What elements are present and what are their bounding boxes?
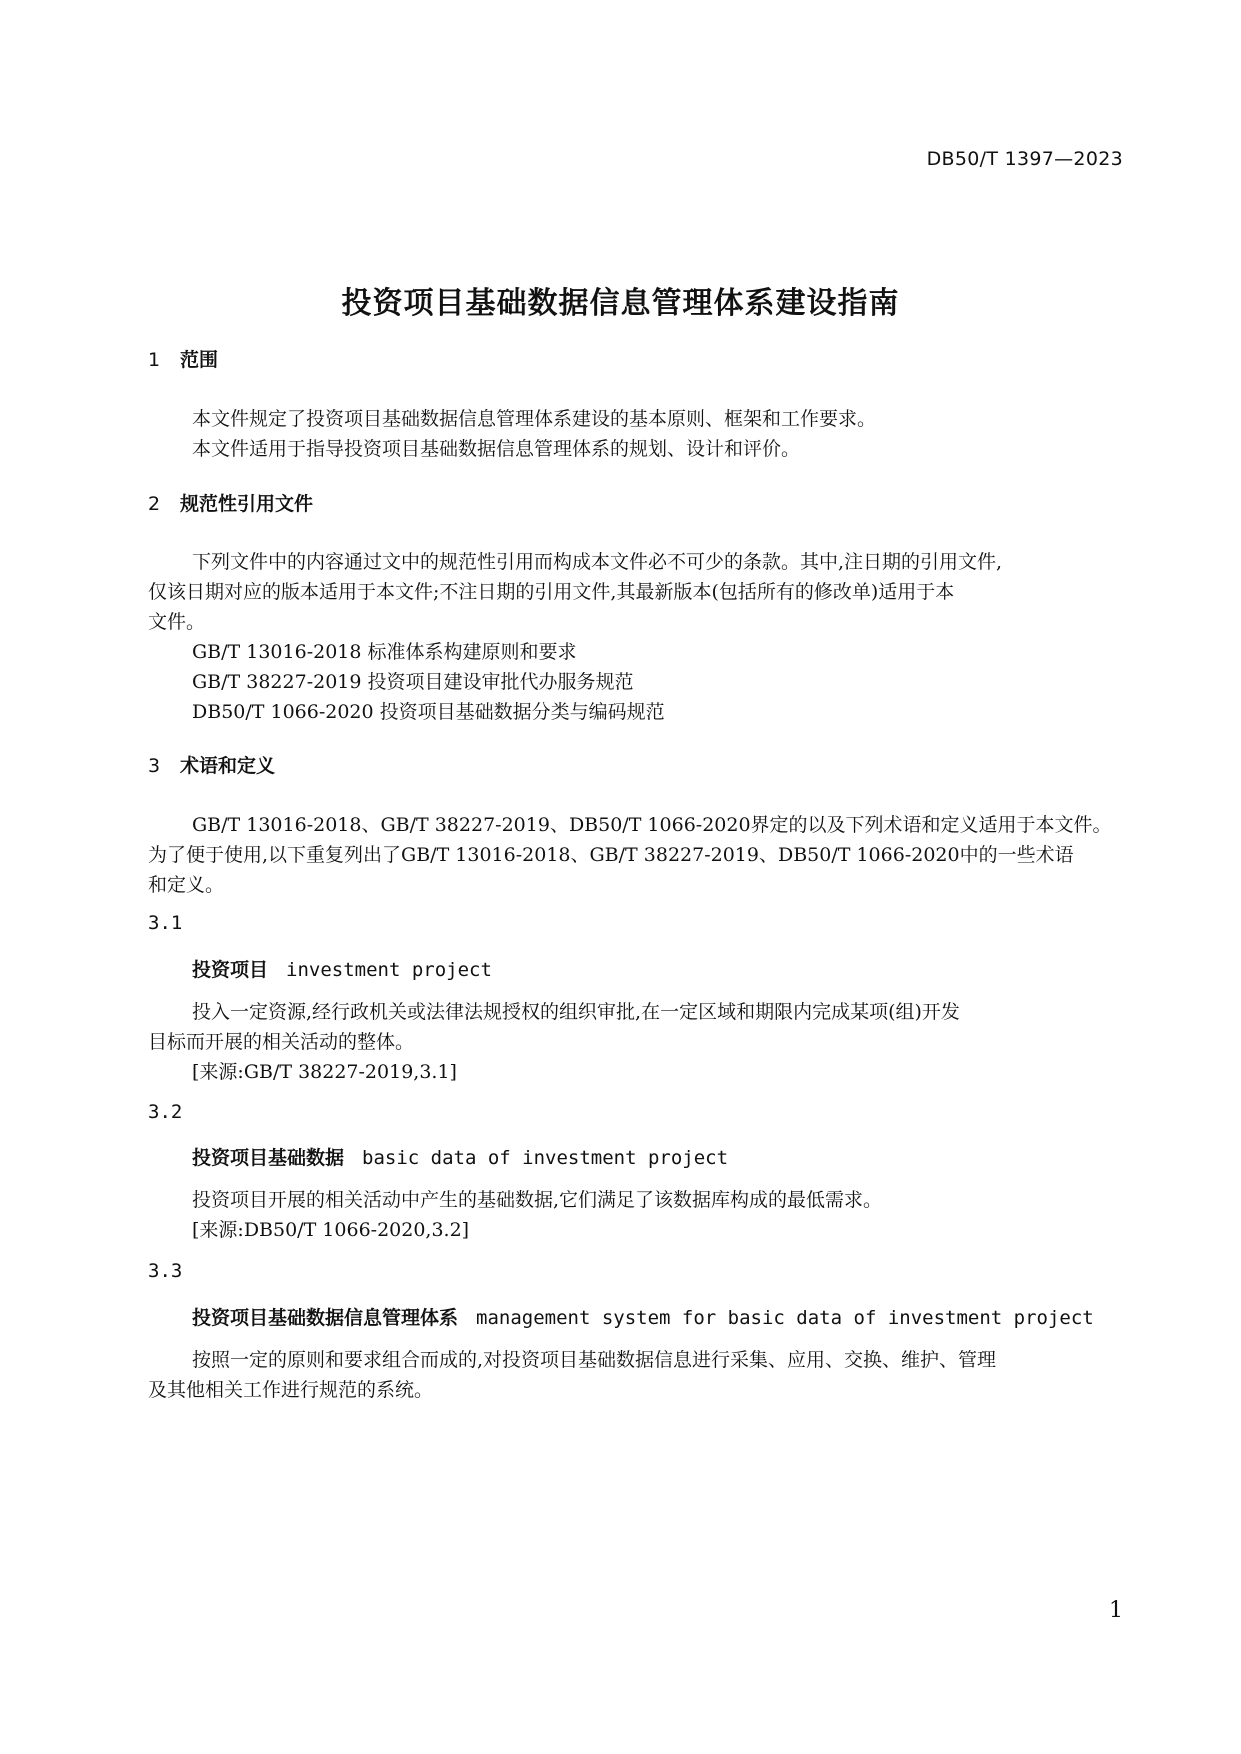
section-title: 范围 xyxy=(180,349,219,371)
reference-item: GB/T 38227-2019 投资项目建设审批代办服务规范 xyxy=(192,671,634,693)
term-english: investment project xyxy=(286,959,492,981)
term-entry xyxy=(192,1143,728,1170)
paragraph-line: 文件。 xyxy=(148,611,206,633)
section-heading-scope xyxy=(148,345,218,372)
standard-code: DB50/T 1397—2023 xyxy=(926,148,1123,170)
term-source: [来源:GB/T 38227-2019,3.1] xyxy=(192,1061,457,1083)
page-number: 1 xyxy=(1109,1598,1123,1623)
section-number: 2 xyxy=(148,493,161,515)
paragraph: 本文件规定了投资项目基础数据信息管理体系建设的基本原则、框架和工作要求。 xyxy=(192,408,877,430)
term-definition: 目标而开展的相关活动的整体。 xyxy=(148,1031,415,1053)
term-number: 3.2 xyxy=(148,1101,183,1123)
section-title: 术语和定义 xyxy=(180,755,276,777)
term-chinese: 投资项目 xyxy=(192,959,269,981)
paragraph-line: 下列文件中的内容通过文中的规范性引用而构成本文件必不可少的条款。其中,注日期的引用文件, xyxy=(192,551,1003,573)
term-chinese: 投资项目基础数据信息管理体系 xyxy=(192,1307,459,1329)
reference-item: DB50/T 1066-2020 投资项目基础数据分类与编码规范 xyxy=(192,701,665,723)
term-definition: 投资项目开展的相关活动中产生的基础数据,它们满足了该数据库构成的最低需求。 xyxy=(192,1189,883,1211)
reference-item: GB/T 13016-2018 标准体系构建原则和要求 xyxy=(192,641,577,663)
term-definition: 投入一定资源,经行政机关或法律法规授权的组织审批,在一定区域和期限内完成某项(组)开发 xyxy=(192,1001,960,1023)
paragraph-line: GB/T 13016-2018、GB/T 38227-2019、DB50/T 1066-2020界定的以及下列术语和定义适用于本文件。 xyxy=(192,814,1112,836)
section-number: 1 xyxy=(148,349,161,371)
paragraph-line: 仅该日期对应的版本适用于本文件;不注日期的引用文件,其最新版本(包括所有的修改单)适用于本 xyxy=(148,581,955,603)
term-entry xyxy=(192,1303,1094,1330)
term-number: 3.3 xyxy=(148,1260,183,1282)
paragraph-line: 为了便于使用,以下重复列出了GB/T 13016-2018、GB/T 38227-2019、DB50/T 1066-2020中的一些术语 xyxy=(148,844,1074,866)
term-definition: 及其他相关工作进行规范的系统。 xyxy=(148,1379,434,1401)
paragraph: 本文件适用于指导投资项目基础数据信息管理体系的规划、设计和评价。 xyxy=(192,438,801,460)
document-title: 投资项目基础数据信息管理体系建设指南 xyxy=(341,286,900,321)
term-entry xyxy=(192,955,492,982)
section-heading-terms-and-definitions xyxy=(148,751,275,778)
term-chinese: 投资项目基础数据 xyxy=(192,1147,345,1169)
section-title: 规范性引用文件 xyxy=(180,493,314,515)
term-definition: 按照一定的原则和要求组合而成的,对投资项目基础数据信息进行采集、应用、交换、维护、管理 xyxy=(192,1349,997,1371)
term-number: 3.1 xyxy=(148,912,183,934)
paragraph-line: 和定义。 xyxy=(148,874,225,896)
term-source: [来源:DB50/T 1066-2020,3.2] xyxy=(192,1219,470,1241)
section-heading-normative-references xyxy=(148,489,313,516)
term-english: basic data of investment project xyxy=(362,1147,729,1169)
term-english: management system for basic data of investment project xyxy=(476,1307,1094,1329)
section-number: 3 xyxy=(148,755,161,777)
